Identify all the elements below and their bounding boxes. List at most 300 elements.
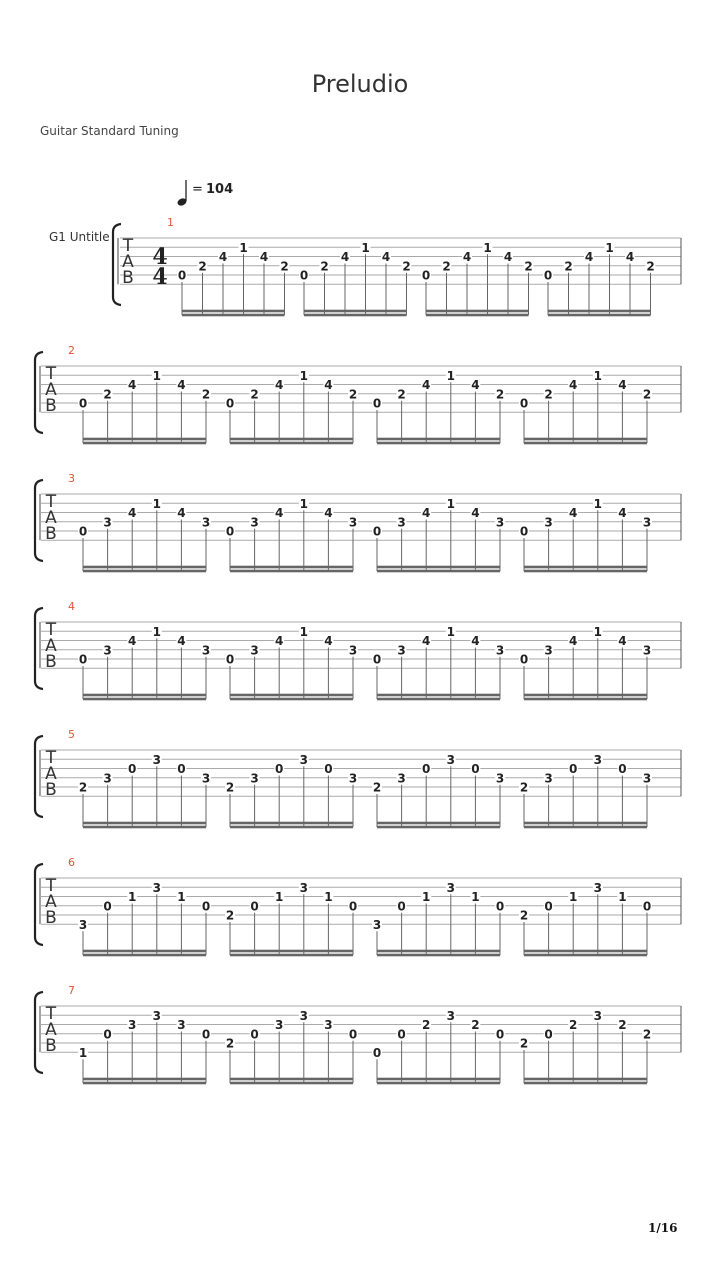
fret-number: 2 bbox=[402, 259, 411, 274]
fret-number: 0 bbox=[78, 524, 88, 539]
fret-number: 3 bbox=[250, 771, 259, 786]
fret-number: 0 bbox=[519, 524, 529, 539]
fret-number: 4 bbox=[471, 378, 480, 392]
system-bracket bbox=[35, 992, 43, 1073]
beam bbox=[377, 698, 500, 701]
fret-number: 2 bbox=[225, 1036, 235, 1051]
fret-number: 1 bbox=[446, 368, 455, 383]
beam bbox=[230, 954, 353, 957]
tab-clef-letter: B bbox=[45, 652, 57, 672]
fret-number: 0 bbox=[177, 762, 186, 776]
fret-number: 3 bbox=[397, 643, 406, 658]
beam bbox=[548, 310, 651, 313]
fret-number: 0 bbox=[103, 1027, 112, 1042]
note-group bbox=[225, 369, 358, 445]
beam bbox=[230, 694, 353, 697]
fret-number: 2 bbox=[78, 780, 88, 795]
measure-number: 1 bbox=[167, 216, 174, 229]
note-group bbox=[225, 753, 358, 829]
fret-number: 2 bbox=[618, 1018, 627, 1032]
fret-number: 2 bbox=[519, 908, 529, 923]
tab-clef-letter: B bbox=[45, 524, 57, 544]
fret-number: 1 bbox=[275, 890, 284, 904]
fret-number: 2 bbox=[642, 387, 652, 402]
fret-number: 1 bbox=[446, 624, 455, 639]
beam bbox=[377, 566, 500, 569]
beam bbox=[83, 822, 206, 825]
fret-number: 0 bbox=[397, 899, 406, 914]
fret-number: 4 bbox=[324, 506, 333, 520]
fret-number: 0 bbox=[250, 1027, 259, 1042]
fret-number: 3 bbox=[299, 752, 308, 767]
fret-number: 1 bbox=[324, 890, 333, 904]
fret-number: 1 bbox=[618, 890, 627, 904]
fret-number: 3 bbox=[397, 771, 406, 786]
measure-number: 5 bbox=[68, 728, 75, 741]
beam bbox=[524, 826, 647, 829]
fret-number: 0 bbox=[103, 899, 112, 914]
fret-number: 4 bbox=[471, 634, 480, 648]
fret-number: 3 bbox=[495, 643, 505, 658]
tab-system bbox=[35, 344, 681, 444]
fret-number: 0 bbox=[128, 762, 137, 776]
fret-number: 4 bbox=[569, 634, 578, 648]
fret-number: 3 bbox=[275, 1018, 284, 1032]
fret-number: 3 bbox=[446, 752, 455, 767]
fret-number: 4 bbox=[218, 250, 228, 264]
tab-clef-letter: B bbox=[45, 1036, 57, 1056]
fret-number: 3 bbox=[201, 643, 211, 658]
fret-number: 0 bbox=[422, 762, 431, 776]
measure-number: 3 bbox=[68, 472, 75, 485]
fret-number: 1 bbox=[299, 368, 308, 383]
tab-system bbox=[35, 600, 681, 700]
fret-number: 3 bbox=[544, 643, 553, 658]
system-bracket bbox=[35, 736, 43, 817]
fret-number: 1 bbox=[152, 496, 161, 511]
fret-number: 0 bbox=[543, 268, 553, 283]
beam bbox=[377, 442, 500, 445]
note-group bbox=[78, 881, 211, 957]
fret-number: 3 bbox=[201, 515, 211, 530]
beam bbox=[230, 1078, 353, 1081]
fret-number: 0 bbox=[642, 899, 652, 914]
tab-system bbox=[35, 728, 681, 828]
fret-number: 2 bbox=[519, 1036, 529, 1051]
fret-number: 1 bbox=[422, 890, 431, 904]
beam bbox=[83, 694, 206, 697]
fret-number: 1 bbox=[593, 624, 602, 639]
tab-system bbox=[113, 216, 681, 316]
fret-number: 0 bbox=[225, 524, 235, 539]
fret-number: 3 bbox=[201, 771, 211, 786]
beam bbox=[377, 1078, 500, 1081]
note-group bbox=[372, 1009, 505, 1085]
tab-clef-letter: B bbox=[45, 396, 57, 416]
beam bbox=[83, 1082, 206, 1085]
fret-number: 0 bbox=[225, 396, 235, 411]
fret-number: 3 bbox=[495, 771, 505, 786]
beam bbox=[524, 950, 647, 953]
fret-number: 0 bbox=[225, 652, 235, 667]
fret-number: 1 bbox=[593, 368, 602, 383]
fret-number: 4 bbox=[324, 634, 333, 648]
fret-number: 3 bbox=[544, 515, 553, 530]
fret-number: 0 bbox=[324, 762, 333, 776]
note-group bbox=[519, 497, 652, 573]
fret-number: 3 bbox=[642, 643, 652, 658]
fret-number: 0 bbox=[177, 268, 187, 283]
tempo-marking bbox=[176, 180, 233, 207]
beam bbox=[230, 698, 353, 701]
note-group bbox=[372, 881, 505, 957]
fret-number: 4 bbox=[275, 506, 284, 520]
note-group bbox=[299, 241, 412, 317]
note-group bbox=[421, 241, 534, 317]
fret-number: 2 bbox=[442, 259, 451, 274]
note-group bbox=[372, 497, 505, 573]
fret-number: 3 bbox=[78, 917, 88, 932]
fret-number: 1 bbox=[471, 890, 480, 904]
beam bbox=[83, 566, 206, 569]
fret-number: 3 bbox=[152, 1008, 161, 1023]
note-group bbox=[225, 625, 358, 701]
fret-number: 4 bbox=[275, 634, 284, 648]
fret-number: 4 bbox=[422, 506, 431, 520]
fret-number: 0 bbox=[372, 396, 382, 411]
measure-number: 2 bbox=[68, 344, 75, 357]
fret-number: 2 bbox=[320, 259, 329, 274]
note-group bbox=[78, 497, 211, 573]
fret-number: 4 bbox=[618, 506, 627, 520]
fret-number: 0 bbox=[421, 268, 431, 283]
beam bbox=[83, 438, 206, 441]
tab-clef-letter: T bbox=[45, 364, 57, 384]
fret-number: 4 bbox=[324, 378, 333, 392]
fret-number: 2 bbox=[372, 780, 382, 795]
beam bbox=[377, 570, 500, 573]
measure-number: 4 bbox=[68, 600, 75, 613]
tab-system bbox=[35, 856, 681, 956]
beam bbox=[548, 314, 651, 317]
note-group bbox=[225, 881, 358, 957]
fret-number: 1 bbox=[128, 890, 137, 904]
fret-number: 3 bbox=[348, 515, 358, 530]
beam bbox=[524, 442, 647, 445]
beam bbox=[524, 694, 647, 697]
fret-number: 0 bbox=[519, 396, 529, 411]
fret-number: 4 bbox=[177, 506, 186, 520]
fret-number: 4 bbox=[340, 250, 350, 264]
tab-system bbox=[35, 984, 681, 1084]
beam bbox=[230, 438, 353, 441]
note-group bbox=[372, 625, 505, 701]
fret-number: 2 bbox=[544, 387, 553, 402]
beam bbox=[230, 826, 353, 829]
measure-number: 7 bbox=[68, 984, 75, 997]
fret-number: 0 bbox=[618, 762, 627, 776]
fret-number: 0 bbox=[78, 652, 88, 667]
fret-number: 3 bbox=[642, 771, 652, 786]
beam bbox=[83, 826, 206, 829]
fret-number: 1 bbox=[299, 496, 308, 511]
fret-number: 2 bbox=[280, 259, 289, 274]
fret-number: 3 bbox=[152, 752, 161, 767]
beam bbox=[377, 822, 500, 825]
beam bbox=[230, 1082, 353, 1085]
tab-clef-letter: T bbox=[45, 1004, 57, 1024]
fret-number: 3 bbox=[103, 643, 112, 658]
system-bracket bbox=[35, 608, 43, 689]
fret-number: 2 bbox=[103, 387, 112, 402]
fret-number: 2 bbox=[348, 387, 358, 402]
tab-clef-letter: T bbox=[45, 492, 57, 512]
note-group bbox=[225, 1009, 358, 1085]
note-group bbox=[519, 1009, 652, 1085]
beam bbox=[426, 314, 529, 317]
fret-number: 4 bbox=[422, 634, 431, 648]
time-signature-numerator: 4 bbox=[152, 244, 168, 270]
fret-number: 3 bbox=[372, 917, 382, 932]
fret-number: 1 bbox=[78, 1045, 88, 1060]
tab-clef-letter: A bbox=[45, 636, 57, 656]
beam bbox=[524, 1078, 647, 1081]
fret-number: 4 bbox=[569, 506, 578, 520]
system-bracket bbox=[113, 224, 121, 305]
fret-number: 3 bbox=[593, 880, 602, 895]
fret-number: 0 bbox=[495, 1027, 505, 1042]
fret-number: 3 bbox=[299, 880, 308, 895]
fret-number: 0 bbox=[201, 899, 211, 914]
beam bbox=[377, 438, 500, 441]
beam bbox=[182, 314, 285, 317]
fret-number: 4 bbox=[128, 506, 137, 520]
note-group bbox=[78, 1009, 211, 1085]
beam bbox=[83, 442, 206, 445]
beam bbox=[524, 438, 647, 441]
fret-number: 3 bbox=[593, 752, 602, 767]
fret-number: 2 bbox=[250, 387, 259, 402]
fret-number: 0 bbox=[544, 899, 553, 914]
fret-number: 4 bbox=[128, 378, 137, 392]
beam bbox=[524, 698, 647, 701]
fret-number: 4 bbox=[618, 378, 627, 392]
fret-number: 2 bbox=[564, 259, 573, 274]
fret-number: 0 bbox=[471, 762, 480, 776]
fret-number: 0 bbox=[544, 1027, 553, 1042]
fret-number: 3 bbox=[397, 515, 406, 530]
beam bbox=[83, 570, 206, 573]
beam bbox=[524, 566, 647, 569]
fret-number: 0 bbox=[201, 1027, 211, 1042]
note-group bbox=[372, 753, 505, 829]
fret-number: 2 bbox=[201, 387, 211, 402]
fret-number: 4 bbox=[462, 250, 472, 264]
fret-number: 0 bbox=[397, 1027, 406, 1042]
fret-number: 4 bbox=[503, 250, 513, 264]
tab-clef-letter: B bbox=[45, 908, 57, 928]
tab-clef-letter: A bbox=[45, 380, 57, 400]
fret-number: 4 bbox=[177, 634, 186, 648]
time-signature-denominator: 4 bbox=[152, 264, 168, 290]
fret-number: 1 bbox=[152, 624, 161, 639]
beam bbox=[230, 442, 353, 445]
fret-number: 0 bbox=[250, 899, 259, 914]
fret-number: 2 bbox=[646, 259, 655, 274]
tab-clef-letter: A bbox=[45, 892, 57, 912]
beam bbox=[83, 1078, 206, 1081]
beam bbox=[83, 950, 206, 953]
tab-clef-letter: A bbox=[45, 1020, 57, 1040]
fret-number: 3 bbox=[128, 1018, 137, 1032]
fret-number: 2 bbox=[642, 1027, 652, 1042]
fret-number: 3 bbox=[544, 771, 553, 786]
fret-number: 0 bbox=[78, 396, 88, 411]
fret-number: 3 bbox=[348, 771, 358, 786]
fret-number: 2 bbox=[198, 259, 207, 274]
note-group bbox=[519, 369, 652, 445]
note-group bbox=[519, 881, 652, 957]
fret-number: 0 bbox=[519, 652, 529, 667]
beam bbox=[83, 698, 206, 701]
beam bbox=[524, 1082, 647, 1085]
tempo-value: 104 bbox=[206, 182, 234, 197]
note-group bbox=[78, 369, 211, 445]
fret-number: 0 bbox=[299, 268, 309, 283]
fret-number: 3 bbox=[495, 515, 505, 530]
fret-number: 0 bbox=[348, 1027, 358, 1042]
fret-number: 3 bbox=[348, 643, 358, 658]
tuning-label: Guitar Standard Tuning bbox=[40, 124, 179, 138]
tab-clef-letter: T bbox=[45, 876, 57, 896]
tab-clef-letter: T bbox=[45, 620, 57, 640]
tab-clef-letter: A bbox=[45, 508, 57, 528]
fret-number: 4 bbox=[625, 250, 635, 264]
fret-number: 4 bbox=[569, 378, 578, 392]
fret-number: 3 bbox=[299, 1008, 308, 1023]
fret-number: 2 bbox=[569, 1018, 578, 1032]
system-bracket bbox=[35, 480, 43, 561]
note-group bbox=[78, 625, 211, 701]
fret-number: 1 bbox=[152, 368, 161, 383]
fret-number: 4 bbox=[259, 250, 269, 264]
tab-clef-letter: T bbox=[122, 236, 134, 256]
fret-number: 1 bbox=[605, 240, 614, 255]
fret-number: 0 bbox=[372, 1045, 382, 1060]
beam bbox=[426, 310, 529, 313]
note-group bbox=[543, 241, 656, 317]
note-group bbox=[78, 753, 211, 829]
fret-number: 1 bbox=[569, 890, 578, 904]
measure-number: 6 bbox=[68, 856, 75, 869]
beam bbox=[83, 954, 206, 957]
fret-number: 3 bbox=[593, 1008, 602, 1023]
beam bbox=[230, 822, 353, 825]
fret-number: 1 bbox=[239, 240, 248, 255]
fret-number: 3 bbox=[642, 515, 652, 530]
beam bbox=[230, 566, 353, 569]
fret-number: 3 bbox=[446, 880, 455, 895]
fret-number: 4 bbox=[177, 378, 186, 392]
fret-number: 1 bbox=[593, 496, 602, 511]
beam bbox=[377, 694, 500, 697]
fret-number: 4 bbox=[422, 378, 431, 392]
tempo-equals: = bbox=[192, 182, 203, 197]
fret-number: 4 bbox=[275, 378, 284, 392]
beam bbox=[304, 310, 407, 313]
systems-layer bbox=[35, 216, 681, 1084]
beam bbox=[230, 570, 353, 573]
tab-clef-letter: A bbox=[45, 764, 57, 784]
fret-number: 4 bbox=[584, 250, 594, 264]
fret-number: 2 bbox=[524, 259, 533, 274]
beam bbox=[304, 314, 407, 317]
fret-number: 3 bbox=[446, 1008, 455, 1023]
beam bbox=[230, 950, 353, 953]
beam bbox=[377, 950, 500, 953]
beam bbox=[524, 822, 647, 825]
fret-number: 3 bbox=[177, 1018, 186, 1032]
fret-number: 3 bbox=[324, 1018, 333, 1032]
fret-number: 3 bbox=[250, 643, 259, 658]
fret-number: 2 bbox=[397, 387, 406, 402]
beam bbox=[524, 954, 647, 957]
beam bbox=[182, 310, 285, 313]
note-group bbox=[225, 497, 358, 573]
fret-number: 3 bbox=[250, 515, 259, 530]
fret-number: 2 bbox=[422, 1018, 431, 1032]
system-bracket bbox=[35, 864, 43, 945]
beam bbox=[377, 1082, 500, 1085]
fret-number: 2 bbox=[495, 387, 505, 402]
fret-number: 4 bbox=[381, 250, 391, 264]
fret-number: 2 bbox=[225, 780, 235, 795]
beam bbox=[377, 954, 500, 957]
fret-number: 1 bbox=[177, 890, 186, 904]
tab-clef-letter: A bbox=[122, 252, 134, 272]
beam bbox=[524, 570, 647, 573]
note-group bbox=[372, 369, 505, 445]
fret-number: 4 bbox=[618, 634, 627, 648]
fret-number: 4 bbox=[471, 506, 480, 520]
fret-number: 0 bbox=[569, 762, 578, 776]
fret-number: 3 bbox=[152, 880, 161, 895]
track-name: G1 Untitle bbox=[49, 230, 110, 244]
fret-number: 0 bbox=[275, 762, 284, 776]
fret-number: 0 bbox=[372, 652, 382, 667]
fret-number: 4 bbox=[128, 634, 137, 648]
beam bbox=[377, 826, 500, 829]
fret-number: 2 bbox=[225, 908, 235, 923]
system-bracket bbox=[35, 352, 43, 433]
fret-number: 0 bbox=[348, 899, 358, 914]
page-number: 1/16 bbox=[648, 1221, 678, 1235]
fret-number: 1 bbox=[446, 496, 455, 511]
note-group bbox=[519, 625, 652, 701]
tab-system bbox=[35, 472, 681, 572]
fret-number: 1 bbox=[299, 624, 308, 639]
tab-clef-letter: B bbox=[45, 780, 57, 800]
tab-clef-letter: T bbox=[45, 748, 57, 768]
fret-number: 2 bbox=[471, 1018, 480, 1032]
fret-number: 3 bbox=[103, 515, 112, 530]
fret-number: 2 bbox=[519, 780, 529, 795]
note-group bbox=[519, 753, 652, 829]
fret-number: 3 bbox=[103, 771, 112, 786]
note-group bbox=[177, 241, 290, 317]
fret-number: 1 bbox=[483, 240, 492, 255]
fret-number: 0 bbox=[495, 899, 505, 914]
